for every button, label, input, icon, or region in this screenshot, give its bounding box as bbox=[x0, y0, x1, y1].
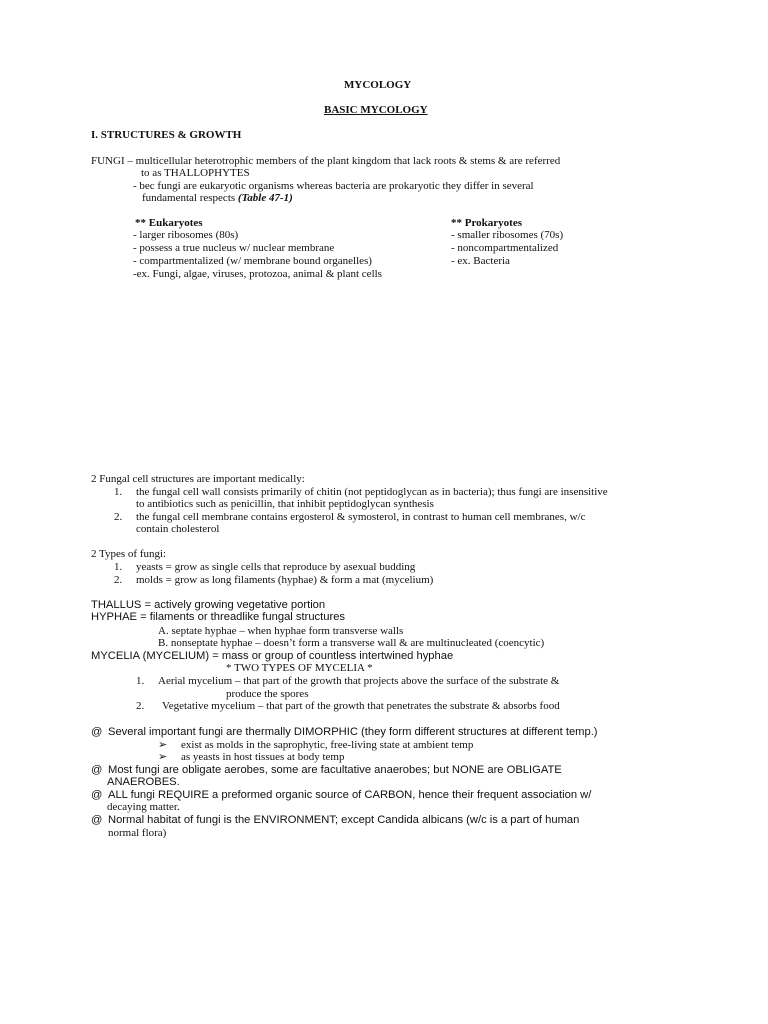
list-number: 2. bbox=[136, 700, 145, 712]
list-number: 1. bbox=[136, 675, 145, 687]
eukaryotes-item: - compartmentalized (w/ membrane bound organelles) bbox=[133, 255, 372, 267]
hyphae-type-a: A. septate hyphae – when hyphae form transverse walls bbox=[158, 625, 404, 637]
at-bullet: @ bbox=[91, 789, 103, 801]
prokaryotes-item: - ex. Bacteria bbox=[451, 255, 510, 267]
note-carbon: ALL fungi REQUIRE a preformed organic source of CARBON, hence their frequent association w/ bbox=[108, 789, 592, 801]
note-sub-item: exist as molds in the saprophytic, free-living state at ambient temp bbox=[181, 739, 474, 751]
thallus-def: THALLUS = actively growing vegetative portion bbox=[91, 599, 326, 611]
eukaryotes-item: - larger ribosomes (80s) bbox=[133, 229, 239, 241]
fungi-def-line bbox=[142, 192, 293, 205]
types-intro: 2 Types of fungi: bbox=[91, 548, 167, 560]
eukaryotes-heading: ** Eukaryotes bbox=[135, 217, 203, 229]
table-reference: (Table 47-1) bbox=[237, 192, 293, 204]
eukaryotes-item: - possess a true nucleus w/ nuclear membrane bbox=[133, 242, 335, 254]
hyphae-def: HYPHAE = filaments or threadlike fungal structures bbox=[91, 611, 346, 623]
prokaryotes-item: - smaller ribosomes (70s) bbox=[451, 229, 564, 241]
fungi-def-line: - bec fungi are eukaryotic organisms whereas bacteria are prokaryotic they differ in several bbox=[133, 180, 534, 192]
aerial-mycelium: produce the spores bbox=[226, 688, 309, 700]
list-number: 2. bbox=[114, 511, 123, 523]
arrow-bullet: ➢ bbox=[158, 751, 168, 763]
prokaryotes-item: - noncompartmentalized bbox=[451, 242, 559, 254]
at-bullet: @ bbox=[91, 726, 103, 738]
prokaryotes-heading: ** Prokaryotes bbox=[451, 217, 522, 229]
cell-structures-intro: 2 Fungal cell structures are important medically: bbox=[91, 473, 305, 485]
list-number: 2. bbox=[114, 574, 123, 586]
vegetative-mycelium: Vegetative mycelium – that part of the growth that penetrates the substrate & absorbs food bbox=[162, 700, 560, 712]
list-item: molds = grow as long filaments (hyphae) & form a mat (mycelium) bbox=[136, 574, 434, 586]
section-heading: I. STRUCTURES & GROWTH bbox=[91, 129, 242, 141]
list-item: the fungal cell membrane contains ergosterol & symosterol, in contrast to human cell membranes, w/c bbox=[136, 511, 586, 523]
note-dimorphic: Several important fungi are thermally DIMORPHIC (they form different structures at different temp.) bbox=[108, 726, 598, 738]
list-item: to antibiotics such as penicillin, that inhibit peptidoglycan synthesis bbox=[136, 498, 434, 510]
list-item: yeasts = grow as single cells that reproduce by asexual budding bbox=[136, 561, 416, 573]
fungi-def-text: fundamental respects bbox=[142, 192, 238, 204]
note-aerobes: Most fungi are obligate aerobes, some are facultative anaerobes; but NONE are OBLIGATE bbox=[108, 764, 562, 776]
note-aerobes: ANAEROBES. bbox=[107, 776, 180, 788]
fungi-def-line: to as THALLOPHYTES bbox=[141, 167, 250, 179]
at-bullet: @ bbox=[91, 814, 103, 826]
note-sub-item: as yeasts in host tissues at body temp bbox=[181, 751, 345, 763]
list-item: the fungal cell wall consists primarily of chitin (not peptidoglycan as in bacteria); thus fungi are insensitive bbox=[136, 486, 608, 498]
note-habitat: normal flora) bbox=[108, 827, 167, 839]
aerial-mycelium: Aerial mycelium – that part of the growth that projects above the surface of the substrate & bbox=[158, 675, 560, 687]
list-number: 1. bbox=[114, 561, 123, 573]
list-number: 1. bbox=[114, 486, 123, 498]
list-item: contain cholesterol bbox=[136, 523, 220, 535]
doc-title: MYCOLOGY bbox=[344, 79, 412, 91]
fungi-def-line: FUNGI – multicellular heterotrophic members of the plant kingdom that lack roots & stems & are referred bbox=[91, 155, 561, 167]
note-habitat: Normal habitat of fungi is the ENVIRONMENT; except Candida albicans (w/c is a part of human bbox=[108, 814, 580, 826]
arrow-bullet: ➢ bbox=[158, 739, 168, 751]
eukaryotes-item: -ex. Fungi, algae, viruses, protozoa, animal & plant cells bbox=[133, 268, 382, 280]
at-bullet: @ bbox=[91, 764, 103, 776]
two-types-heading: * TWO TYPES OF MYCELIA * bbox=[226, 662, 373, 674]
doc-subtitle: BASIC MYCOLOGY bbox=[324, 104, 428, 116]
mycelia-def: MYCELIA (MYCELIUM) = mass or group of countless intertwined hyphae bbox=[91, 650, 454, 662]
hyphae-type-b: B. nonseptate hyphae – doesn’t form a transverse wall & are multinucleated (coencytic) bbox=[158, 637, 545, 649]
note-carbon: decaying matter. bbox=[107, 801, 180, 813]
